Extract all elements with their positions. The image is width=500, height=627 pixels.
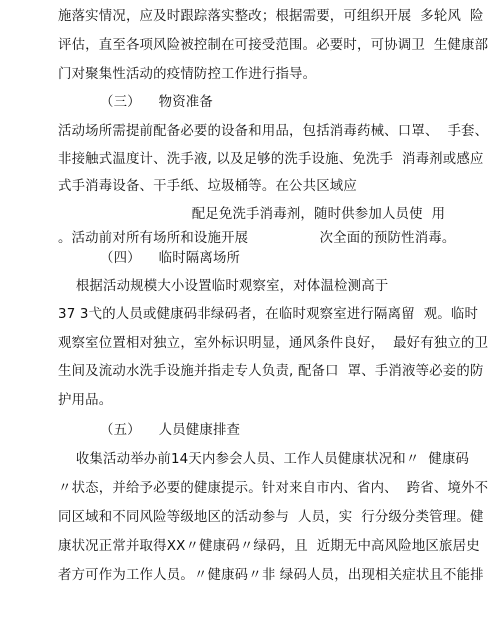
paragraph-line: 施落实情况，应及时跟踪落实整改；根据需要，可组织开展 多轮风 险 — [58, 9, 484, 24]
paragraph-line: 生间及流动水洗手设施并指走专人负责, 配备口 罩、手消液等必妾的防 — [58, 364, 484, 379]
paragraph-line: 收集活动举办前14天内参会人员、工作人员健康状况和〃 健康码 — [58, 452, 470, 467]
section-heading-supplies: （三） 物资准备 — [100, 95, 213, 110]
paragraph-line: 同区域和不同风险等级地区的活动参与 人员，实 行分级分类管理。健 — [58, 510, 484, 525]
paragraph-line: 配足免洗手消毒剂，随时供参加人员使 用 — [58, 207, 446, 222]
paragraph-line: 门对聚集性活动的疫情防控工作进行指导。 — [58, 67, 317, 82]
paragraph-line: 康状况正常并取得XX〃健康码〃绿码，且 近期无中高风险地区旅居史 — [58, 539, 480, 554]
paragraph-line: 式手消毒设备、干手纸、垃圾桶等。在公共区域应 — [58, 179, 357, 194]
paragraph-line: 活动场所需提前配备必要的设备和用品，包括消毒药械、口罩、 手套、 — [58, 124, 489, 139]
paragraph-line: 护用品。 — [58, 393, 113, 408]
paragraph-line: 非接触式温度计、洗手液, 以及足够的洗手设施、免洗手 消毒剂或感应 — [58, 152, 484, 167]
paragraph-line: 根据活动规模大小设置临时观察室，对体温检测高于 — [58, 279, 389, 294]
section-heading-health-screening: （五） 人员健康排查 — [100, 423, 241, 438]
paragraph-line: 。活动前对所有场所和设施开展 次全面的预防性消毒。 — [58, 231, 456, 246]
paragraph-line: 观察室位置相对独立，室外标识明显，通风条件良好， 最好有独立的卫 — [58, 336, 489, 351]
paragraph-line: 〃状态，并给予必要的健康提示。针对来自市内、省内、 跨省、境外不 — [58, 481, 489, 496]
paragraph-line: 37 3弋的人员或健康码非绿码者，在临时观察室进行隔离留 观。临时 — [58, 307, 479, 322]
section-heading-isolation: （四） 临时隔离场所 — [100, 251, 241, 266]
paragraph-line: 评估，直至各项风险被控制在可接受范围。必要时，可协调卫 生健康部 — [58, 38, 489, 53]
paragraph-line: 者方可作为工作人员。〃健康码〃非 绿码人员，出现相关症状且不能排 — [58, 568, 484, 583]
